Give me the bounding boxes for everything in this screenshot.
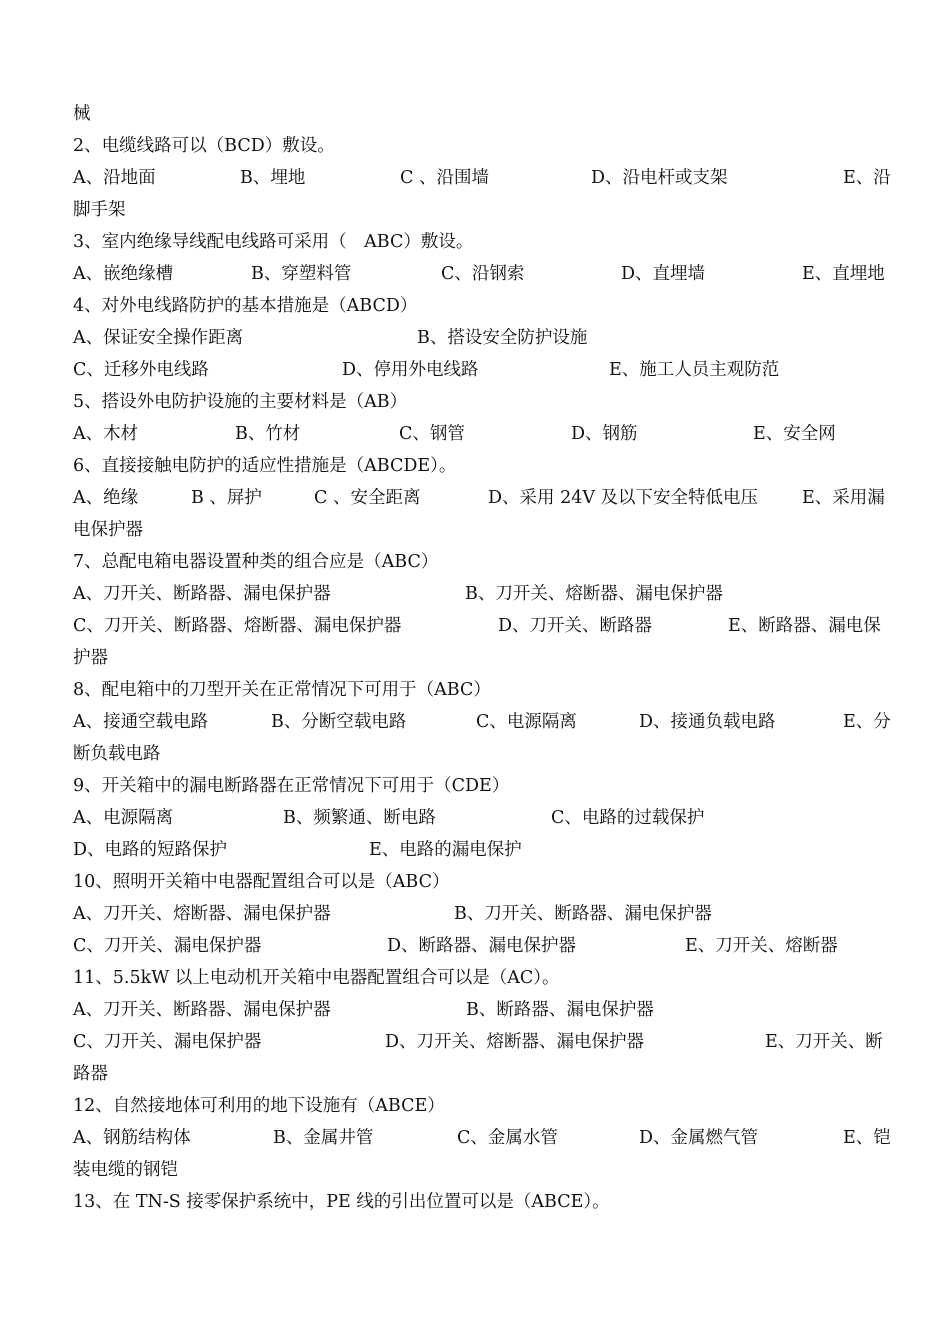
answer-option: B、金属井管 bbox=[273, 1128, 374, 1148]
question-text: 4、对外电线路防护的基本措施是（ABCD） bbox=[73, 296, 418, 316]
answer-option: A、木材 bbox=[73, 424, 139, 444]
option-row bbox=[73, 162, 893, 194]
option-row bbox=[73, 610, 893, 642]
answer-option: C、刀开关、断路器、熔断器、漏电保护器 bbox=[73, 616, 402, 636]
text-line: 护器 bbox=[73, 648, 108, 668]
answer-option: E、铠 bbox=[843, 1128, 891, 1148]
answer-option: E、施工人员主观防范 bbox=[609, 360, 780, 380]
answer-option: B、竹材 bbox=[235, 424, 301, 444]
answer-option: D、刀开关、熔断器、漏电保护器 bbox=[385, 1032, 645, 1052]
question-text: 13、在 TN-S 接零保护系统中，PE 线的引出位置可以是（ABCE）。 bbox=[73, 1192, 610, 1212]
answer-option: C、金属水管 bbox=[457, 1128, 558, 1148]
answer-option: B 、屏护 bbox=[191, 488, 262, 508]
answer-option: D、断路器、漏电保护器 bbox=[387, 936, 577, 956]
question-text: 10、照明开关箱中电器配置组合可以是（ABC） bbox=[73, 872, 450, 892]
answer-option: B、埋地 bbox=[240, 168, 306, 188]
answer-option: A、嵌绝缘槽 bbox=[73, 264, 174, 284]
answer-option: B、刀开关、断路器、漏电保护器 bbox=[454, 904, 712, 924]
question-text: 8、配电箱中的刀型开关在正常情况下可用于（ABC） bbox=[73, 680, 491, 700]
option-row bbox=[73, 802, 893, 834]
answer-option: C、刀开关、漏电保护器 bbox=[73, 936, 262, 956]
question-text: 11、5.5kW 以上电动机开关箱中电器配置组合可以是（AC）。 bbox=[73, 968, 560, 988]
option-row bbox=[73, 706, 893, 738]
answer-option: E、采用漏 bbox=[802, 488, 885, 508]
answer-option: B、频繁通、断电路 bbox=[283, 808, 436, 828]
option-row bbox=[73, 898, 893, 930]
answer-option: D、采用 24V 及以下安全特低电压 bbox=[488, 488, 759, 508]
answer-option: A、接通空载电路 bbox=[73, 712, 209, 732]
option-row bbox=[73, 1026, 893, 1058]
answer-option: E、电路的漏电保护 bbox=[369, 840, 522, 860]
answer-option: A、绝缘 bbox=[73, 488, 139, 508]
answer-option: A、刀开关、断路器、漏电保护器 bbox=[73, 1000, 331, 1020]
answer-option: E、刀开关、熔断器 bbox=[685, 936, 838, 956]
option-row bbox=[73, 994, 893, 1026]
answer-option: D、沿电杆或支架 bbox=[591, 168, 728, 188]
option-row bbox=[73, 834, 893, 866]
answer-option: E、分 bbox=[843, 712, 891, 732]
answer-option: E、断路器、漏电保 bbox=[728, 616, 881, 636]
answer-option: C、刀开关、漏电保护器 bbox=[73, 1032, 262, 1052]
answer-option: C、迁移外电线路 bbox=[73, 360, 209, 380]
text-line: 电保护器 bbox=[73, 520, 143, 540]
question-text: 2、电缆线路可以（BCD）敷设。 bbox=[73, 136, 335, 156]
text-line: 断负载电路 bbox=[73, 744, 161, 764]
answer-option: B、穿塑料管 bbox=[251, 264, 352, 284]
option-row bbox=[73, 930, 893, 962]
answer-option: D、直埋墙 bbox=[621, 264, 706, 284]
answer-option: A、刀开关、断路器、漏电保护器 bbox=[73, 584, 331, 604]
answer-option: D、刀开关、断路器 bbox=[498, 616, 653, 636]
option-row bbox=[73, 482, 893, 514]
answer-option: C 、安全距离 bbox=[314, 488, 421, 508]
answer-option: D、接通负载电路 bbox=[639, 712, 776, 732]
answer-option: D、停用外电线路 bbox=[342, 360, 479, 380]
option-row bbox=[73, 354, 893, 386]
text-line: 路器 bbox=[73, 1064, 108, 1084]
answer-option: A、电源隔离 bbox=[73, 808, 174, 828]
answer-option: E、安全网 bbox=[753, 424, 836, 444]
answer-option: A、钢筋结构体 bbox=[73, 1128, 191, 1148]
answer-option: E、沿 bbox=[843, 168, 891, 188]
answer-option: C、钢管 bbox=[399, 424, 465, 444]
answer-option: D、金属燃气管 bbox=[639, 1128, 759, 1148]
answer-option: A、沿地面 bbox=[73, 168, 156, 188]
option-row bbox=[73, 322, 893, 354]
answer-option: C、电源隔离 bbox=[476, 712, 577, 732]
text-line: 装电缆的钢铠 bbox=[73, 1160, 178, 1180]
option-row bbox=[73, 418, 893, 450]
answer-option: A、保证安全操作距离 bbox=[73, 328, 244, 348]
question-text: 6、直接接触电防护的适应性措施是（ABCDE）。 bbox=[73, 456, 457, 476]
answer-option: E、刀开关、断 bbox=[765, 1032, 883, 1052]
question-text: 12、自然接地体可利用的地下设施有（ABCE） bbox=[73, 1096, 445, 1116]
question-text: 3、室内绝缘导线配电线路可采用（ ABC）敷设。 bbox=[73, 232, 474, 252]
answer-option: B、断路器、漏电保护器 bbox=[466, 1000, 654, 1020]
answer-option: D、电路的短路保护 bbox=[73, 840, 228, 860]
text-line: 脚手架 bbox=[73, 200, 126, 220]
answer-option: E、直埋地 bbox=[802, 264, 885, 284]
answer-option: C、电路的过载保护 bbox=[551, 808, 705, 828]
question-text: 5、搭设外电防护设施的主要材料是（AB） bbox=[73, 392, 408, 412]
answer-option: C、沿钢索 bbox=[441, 264, 525, 284]
answer-option: B、搭设安全防护设施 bbox=[417, 328, 588, 348]
answer-option: D、钢筋 bbox=[571, 424, 638, 444]
answer-option: B、分断空载电路 bbox=[271, 712, 407, 732]
question-text: 7、总配电箱电器设置种类的组合应是（ABC） bbox=[73, 552, 439, 572]
answer-option: B、刀开关、熔断器、漏电保护器 bbox=[465, 584, 723, 604]
text-line: 械 bbox=[73, 104, 91, 124]
answer-option: A、刀开关、熔断器、漏电保护器 bbox=[73, 904, 331, 924]
option-row bbox=[73, 1122, 893, 1154]
question-text: 9、开关箱中的漏电断路器在正常情况下可用于（CDE） bbox=[73, 776, 510, 796]
option-row bbox=[73, 578, 893, 610]
option-row bbox=[73, 258, 893, 290]
answer-option: C 、沿围墙 bbox=[400, 168, 489, 188]
